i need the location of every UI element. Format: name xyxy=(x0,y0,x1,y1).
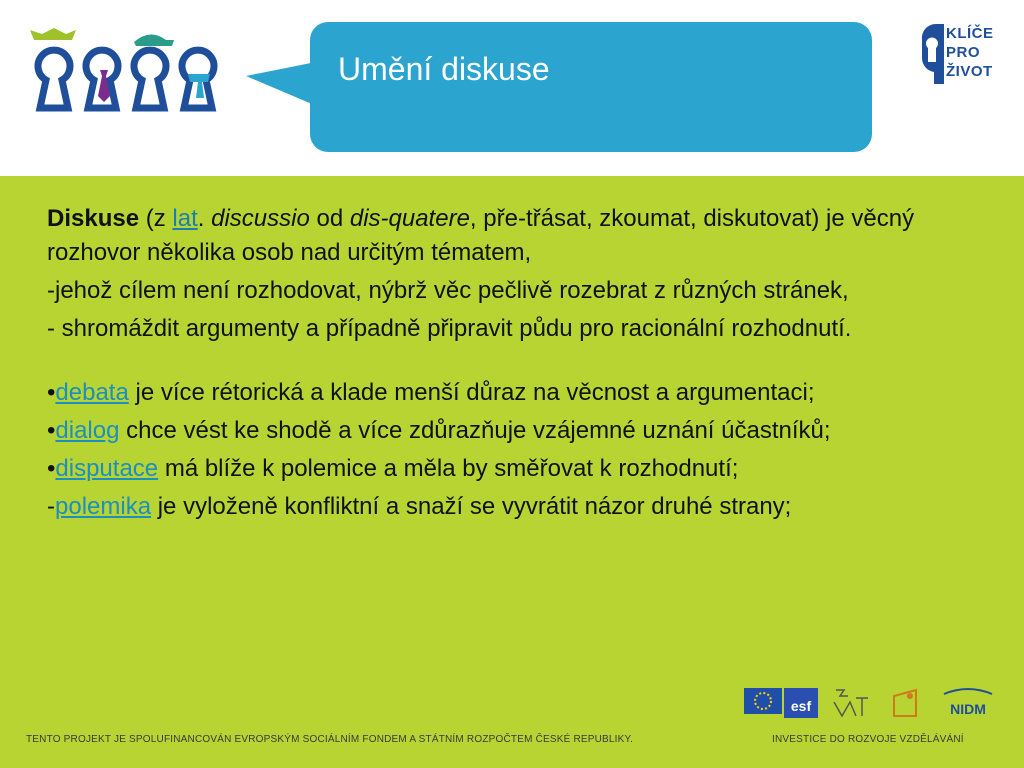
bullet-item xyxy=(47,376,987,410)
bullet-marker: • xyxy=(47,417,56,444)
disputace-link[interactable]: disputace xyxy=(55,455,159,482)
text: od xyxy=(309,205,350,232)
klice-logo-text xyxy=(946,24,994,81)
bullet-marker: - xyxy=(47,493,55,520)
bullet-item xyxy=(47,414,987,448)
term-diskuse: Diskuse xyxy=(47,205,140,232)
logo-line: ŽIVOT xyxy=(946,63,993,80)
bullet-text: je vyloženě konfliktní a snaží se vyvrátit názor druhé strany; xyxy=(151,493,792,520)
paragraph-2: -jehož cílem není rozhodovat, nýbrž věc pečlivě rozebrat z různých stránek, xyxy=(47,277,849,304)
bullet-item xyxy=(47,490,987,524)
bullet-text: chce vést ke shodě a více zdůrazňuje vzájemné uznání účastníků; xyxy=(119,417,831,444)
esf-logo xyxy=(784,688,818,718)
partner-logos xyxy=(744,686,996,722)
text: , pře-třásat, zkoumat, diskutovat) je věcný rozhovor několika osob nad určitým tématem, xyxy=(47,205,915,266)
footer-funding-text: TENTO PROJEKT JE SPOLUFINANCOVÁN EVROPSKÝM SOCIÁLNÍM FONDEM A STÁTNÍM ROZPOČTEM ČESKÉ REPUBLIKY. xyxy=(26,734,634,745)
spacer xyxy=(47,350,987,376)
svg-text:esf: esf xyxy=(790,698,812,714)
bullet-marker: • xyxy=(47,379,56,406)
slide-body xyxy=(47,202,987,528)
opvk-logo xyxy=(894,690,916,716)
msmt-logo xyxy=(834,690,868,716)
footer-investment-text: INVESTICE DO ROZVOJE VZDĚLÁVÁNÍ xyxy=(772,734,964,745)
logo-line: KLÍČE xyxy=(946,25,994,42)
bullet-item xyxy=(47,452,987,486)
latin-word: discussio xyxy=(211,205,310,232)
bullet-text: je více rétorická a klade menší důraz na věcnost a argumentaci; xyxy=(128,379,815,406)
lat-link[interactable]: lat xyxy=(172,205,198,232)
header xyxy=(0,0,1024,176)
origin-word: dis-quatere xyxy=(349,205,470,232)
text: . xyxy=(197,205,212,232)
text: (z xyxy=(139,205,173,232)
debata-link[interactable]: debata xyxy=(55,379,129,406)
nidm-logo xyxy=(944,689,992,717)
eu-flag-logo xyxy=(744,688,782,714)
paragraph-3: - shromáždit argumenty a případně připravit půdu pro racionální rozhodnutí. xyxy=(47,315,852,342)
page-title: Umění diskuse xyxy=(338,51,550,87)
keyhole-icons-logo xyxy=(26,24,226,116)
logo-line: PRO xyxy=(946,44,981,61)
svg-text:NIDM: NIDM xyxy=(950,701,986,717)
bullet-marker: • xyxy=(47,455,56,482)
dialog-link[interactable]: dialog xyxy=(55,417,120,444)
bullet-text: má blíže k polemice a měla by směřovat k rozhodnutí; xyxy=(158,455,739,482)
polemika-link[interactable]: polemika xyxy=(55,493,152,520)
definition-paragraph xyxy=(47,202,987,270)
